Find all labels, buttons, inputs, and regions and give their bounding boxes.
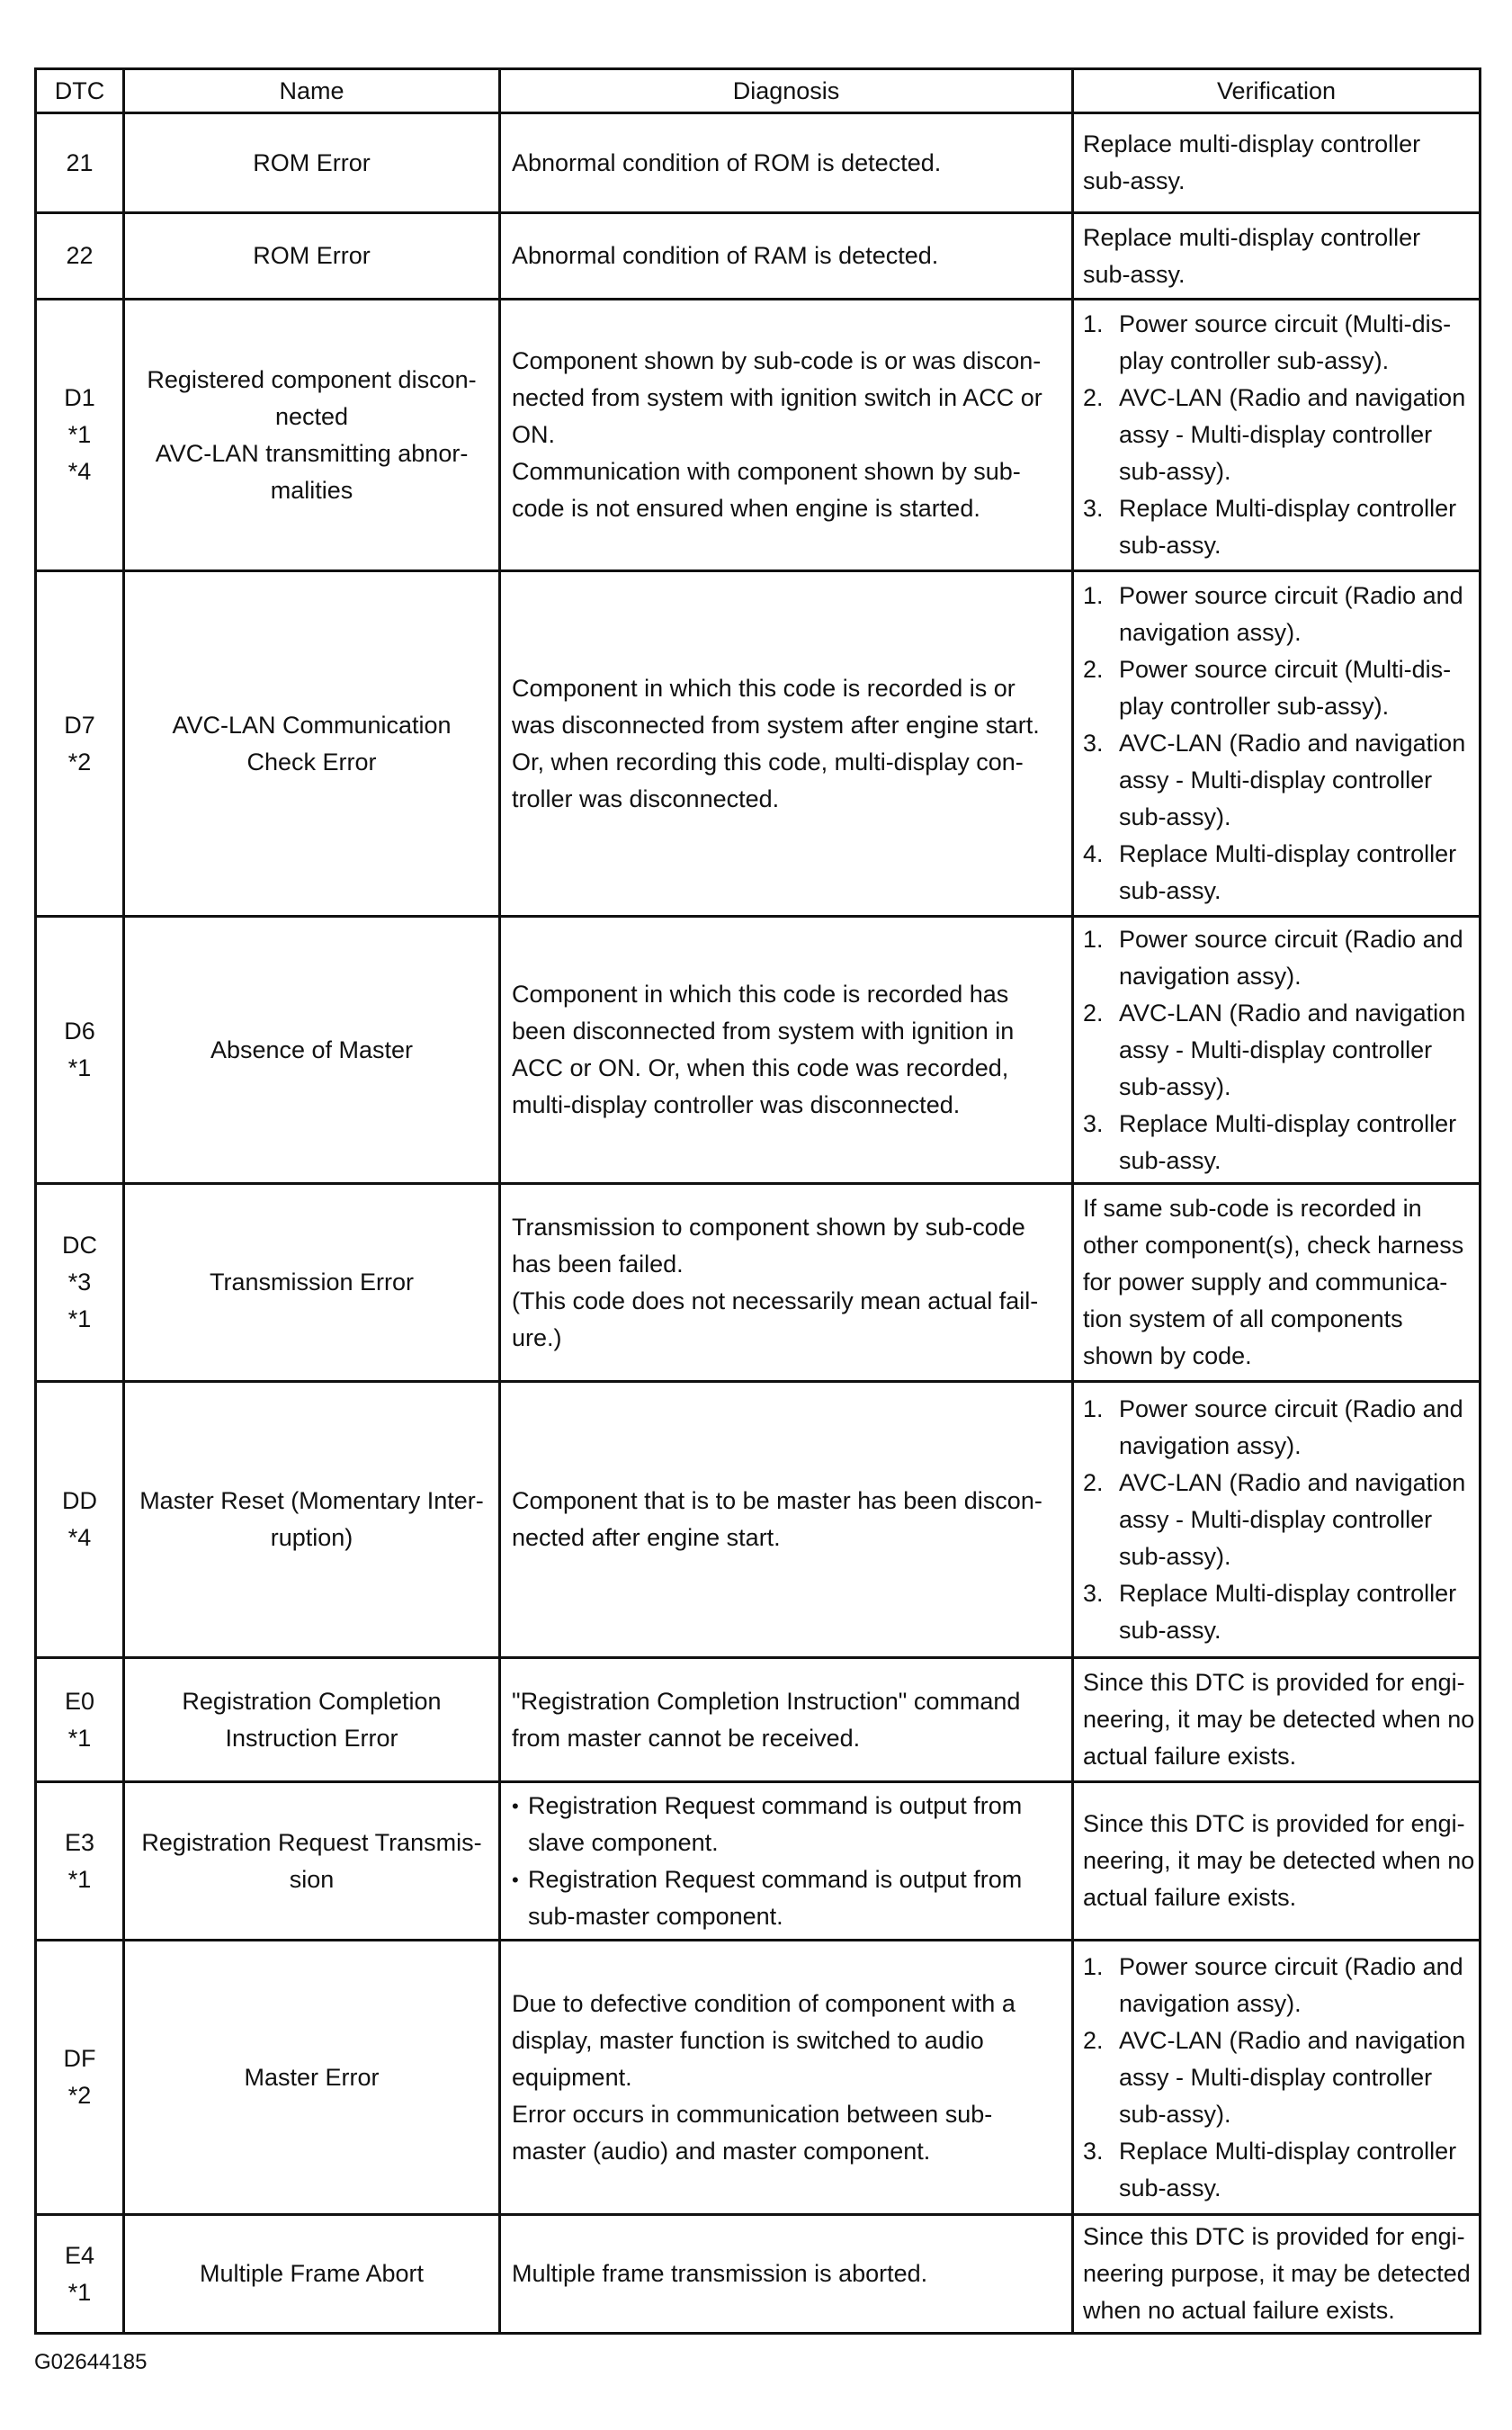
diagnosis-line: multi-display controller was disconnected. (512, 1091, 961, 1118)
name-line: Master Reset (Momentary Inter- (139, 1487, 484, 1514)
verification-item-number: 3. (1083, 2137, 1104, 2165)
verification-line: sub-assy. (1083, 260, 1185, 288)
verification-line: sub-assy. (1119, 2174, 1221, 2201)
diagnosis-line: equipment. (512, 2063, 632, 2091)
verification-line: actual failure exists. (1083, 1884, 1297, 1911)
diagnosis-line: "Registration Completion Instruction" command (512, 1687, 1021, 1715)
verification-line: sub-assy. (1083, 167, 1185, 194)
verification-line: AVC-LAN (Radio and navigation (1119, 2026, 1466, 2054)
verification-item (1083, 1465, 1475, 1575)
verification-item (1083, 1575, 1475, 1649)
diagnosis-line: Registration Request command is output from (528, 1791, 1023, 1819)
verification-line: Replace Multi-display controller (1119, 840, 1457, 867)
diagnosis-line: sub-master component. (528, 1902, 783, 1930)
dtc-code-line: *2 (67, 748, 92, 776)
verification-list (1083, 1391, 1475, 1649)
verification-item (1083, 1391, 1475, 1465)
dtc-code-line: *1 (67, 1305, 92, 1332)
dtc-cell (36, 1782, 124, 1941)
verification-item (1083, 2133, 1475, 2207)
dtc-code-line: DC (62, 1232, 97, 1259)
verification-line: Replace Multi-display controller (1119, 495, 1457, 522)
verification-line: Replace Multi-display controller (1119, 1109, 1457, 1137)
verification-line: for power supply and communica- (1083, 1269, 1448, 1296)
name-line: Registration Completion (182, 1687, 442, 1715)
verification-line: assy - Multi-display controller (1119, 421, 1433, 448)
verification-line: shown by code. (1083, 1342, 1252, 1369)
figure-code: G02644185 (34, 2350, 148, 2374)
verification-line: Power source circuit (Radio and (1119, 1394, 1463, 1422)
verification-item (1083, 306, 1475, 380)
bullet-icon: • (512, 1794, 519, 1817)
verification-item-text (1119, 578, 1475, 651)
verification-line: Since this DTC is provided for engi- (1083, 1810, 1465, 1837)
verification-item-text (1119, 995, 1475, 1106)
diagnosis-line: Component in which this code is recorded is or (512, 674, 1015, 702)
diagnosis-bullet-list (512, 1788, 1062, 1935)
diagnosis-line: Component that is to be master has been discon- (512, 1487, 1042, 1514)
verification-line: Replace Multi-display controller (1119, 1579, 1457, 1607)
name-line: Absence of Master (210, 1036, 414, 1063)
verification-item-number: 4. (1083, 840, 1104, 867)
verification-item-text (1119, 1465, 1475, 1575)
verification-list (1083, 578, 1475, 910)
verification-line: AVC-LAN (Radio and navigation (1119, 730, 1466, 757)
diagnosis-cell (500, 1658, 1073, 1782)
verification-line: AVC-LAN (Radio and navigation (1119, 999, 1466, 1027)
verification-item-text (1119, 725, 1475, 836)
verification-item-text (1119, 306, 1475, 380)
verification-item (1083, 921, 1475, 995)
verification-line: Power source circuit (Radio and (1119, 925, 1463, 953)
verification-item-text (1119, 651, 1475, 725)
verification-item-text (1119, 1949, 1475, 2022)
diagnosis-line: (This code does not necessarily mean actual fail- (512, 1287, 1039, 1314)
diagnosis-cell (500, 917, 1073, 1184)
diagnosis-line: master (audio) and master component. (512, 2137, 931, 2165)
name-cell (124, 1941, 500, 2215)
verification-line: play controller sub-assy). (1119, 693, 1390, 720)
verification-line: Power source circuit (Radio and (1119, 582, 1463, 609)
verification-line: sub-assy). (1119, 1542, 1231, 1570)
verification-cell (1073, 571, 1481, 917)
diagnosis-line: Multiple frame transmission is aborted. (512, 2260, 928, 2287)
dtc-cell (36, 917, 124, 1184)
name-line: nected (274, 402, 349, 430)
diagnosis-line: code is not ensured when engine is started. (512, 495, 980, 522)
verification-line: sub-assy). (1119, 2100, 1231, 2128)
verification-list (1083, 921, 1475, 1179)
verification-line: sub-assy). (1119, 458, 1231, 485)
verification-cell (1073, 2215, 1481, 2334)
verification-cell (1073, 1658, 1481, 1782)
verification-item (1083, 2022, 1475, 2133)
name-line: ROM Error (253, 148, 371, 176)
dtc-code-line: D1 (64, 384, 95, 411)
dtc-code-line: *4 (67, 458, 92, 485)
verification-line: navigation assy). (1119, 962, 1302, 990)
verification-cell (1073, 1382, 1481, 1658)
header-verification: Verification (1073, 69, 1481, 113)
name-cell (124, 1782, 500, 1941)
verification-item-text (1119, 1106, 1475, 1179)
name-cell (124, 300, 500, 571)
dtc-code-line: 21 (66, 148, 94, 176)
verification-line: neering, it may be detected when no (1083, 1847, 1475, 1874)
verification-line: AVC-LAN (Radio and navigation (1119, 1468, 1466, 1496)
verification-line: navigation assy). (1119, 1989, 1302, 2017)
diagnosis-cell (500, 1782, 1073, 1941)
verification-line: sub-assy. (1119, 532, 1221, 559)
verification-item-number: 1. (1083, 1952, 1104, 1980)
verification-item-number: 2. (1083, 999, 1104, 1027)
verification-item-number: 3. (1083, 1579, 1104, 1607)
table-row (36, 917, 1481, 1184)
diagnosis-cell (500, 1184, 1073, 1382)
verification-item-number: 2. (1083, 1468, 1104, 1496)
table-row (36, 1184, 1481, 1382)
header-row (36, 69, 1481, 113)
verification-line: sub-assy. (1119, 1616, 1221, 1644)
verification-item-text (1119, 380, 1475, 490)
bullet-text (528, 1861, 1022, 1935)
dtc-table-container (34, 67, 1479, 2335)
diagnosis-line: nected after engine start. (512, 1524, 781, 1551)
name-line: malities (270, 476, 353, 504)
header-dtc: DTC (36, 69, 124, 113)
name-line: Master Error (244, 2063, 380, 2091)
diagnosis-line: was disconnected from system after engine start. (512, 711, 1040, 739)
diagnosis-line: Abnormal condition of ROM is detected. (512, 148, 942, 176)
header-name: Name (124, 69, 500, 113)
verification-line: assy - Multi-display controller (1119, 767, 1433, 794)
name-cell (124, 1184, 500, 1382)
name-line: AVC-LAN Communication (172, 711, 452, 739)
name-cell (124, 1658, 500, 1782)
dtc-cell (36, 1941, 124, 2215)
header-diagnosis: Diagnosis (500, 69, 1073, 113)
diagnosis-line: Or, when recording this code, multi-display con- (512, 748, 1024, 776)
verification-line: sub-assy). (1119, 803, 1231, 830)
dtc-code-line: *3 (67, 1269, 92, 1296)
diagnosis-cell (500, 1941, 1073, 2215)
verification-cell (1073, 113, 1481, 213)
dtc-code-line: DD (62, 1487, 97, 1514)
diagnosis-line: display, master function is switched to audio (512, 2026, 984, 2054)
table-body (36, 113, 1481, 2334)
verification-cell (1073, 300, 1481, 571)
diagnosis-line: troller was disconnected. (512, 785, 780, 812)
dtc-cell (36, 2215, 124, 2334)
verification-item-number: 3. (1083, 495, 1104, 522)
verification-item (1083, 1106, 1475, 1179)
verification-item (1083, 578, 1475, 651)
name-cell (124, 917, 500, 1184)
verification-item-number: 1. (1083, 310, 1104, 337)
table-row (36, 300, 1481, 571)
table-row (36, 213, 1481, 300)
verification-line: If same sub-code is recorded in (1083, 1195, 1422, 1222)
verification-line: play controller sub-assy). (1119, 347, 1390, 374)
dtc-code-line: *2 (67, 2082, 92, 2109)
dtc-code-line: *1 (67, 1054, 92, 1081)
dtc-cell (36, 113, 124, 213)
diagnosis-line: ure.) (512, 1323, 562, 1351)
bullet-icon: • (512, 1868, 519, 1891)
verification-item-number: 3. (1083, 1109, 1104, 1137)
dtc-cell (36, 213, 124, 300)
table-row (36, 2215, 1481, 2334)
name-line: Registration Request Transmis- (141, 1828, 482, 1856)
dtc-cell (36, 1184, 124, 1382)
verification-item (1083, 995, 1475, 1106)
verification-line: tion system of all components (1083, 1305, 1403, 1332)
name-line: ruption) (270, 1524, 353, 1551)
verification-item-text (1119, 2133, 1475, 2207)
verification-item-text (1119, 921, 1475, 995)
dtc-cell (36, 571, 124, 917)
dtc-cell (36, 1382, 124, 1658)
name-cell (124, 1382, 500, 1658)
dtc-code-line: D7 (64, 711, 95, 739)
dtc-code-line: *1 (67, 1724, 92, 1752)
table-row (36, 1382, 1481, 1658)
verification-line: sub-assy). (1119, 1072, 1231, 1100)
verification-item (1083, 380, 1475, 490)
verification-item-text (1119, 1391, 1475, 1465)
verification-item-text (1119, 836, 1475, 910)
verification-item-number: 1. (1083, 925, 1104, 953)
dtc-code-line: *1 (67, 1865, 92, 1893)
verification-cell (1073, 917, 1481, 1184)
verification-item-number: 2. (1083, 656, 1104, 683)
verification-line: neering, it may be detected when no (1083, 1706, 1475, 1733)
diagnosis-line: Transmission to component shown by sub-code (512, 1213, 1025, 1241)
diagnosis-line: Error occurs in communication between sub- (512, 2100, 993, 2128)
verification-line: Since this DTC is provided for engi- (1083, 1669, 1465, 1696)
diagnosis-line: Component in which this code is recorded has (512, 981, 1009, 1008)
verification-line: Power source circuit (Multi-dis- (1119, 310, 1452, 337)
verification-cell (1073, 1782, 1481, 1941)
verification-line: assy - Multi-display controller (1119, 2063, 1433, 2091)
verification-line: Replace multi-display controller (1083, 130, 1421, 157)
verification-item (1083, 1949, 1475, 2022)
dtc-table (34, 67, 1481, 2335)
dtc-code-line: *4 (67, 1524, 92, 1551)
diagnosis-line: Abnormal condition of RAM is detected. (512, 242, 939, 269)
verification-item-text (1119, 2022, 1475, 2133)
verification-line: assy - Multi-display controller (1119, 1505, 1433, 1533)
name-line: Check Error (246, 748, 377, 776)
verification-cell (1073, 1184, 1481, 1382)
dtc-code-line: E4 (64, 2241, 95, 2269)
bullet-text (528, 1788, 1022, 1861)
dtc-code-line: *1 (67, 421, 92, 448)
dtc-code-line: E0 (64, 1687, 95, 1715)
diagnosis-line: from master cannot be received. (512, 1724, 861, 1752)
dtc-code-line: E3 (64, 1828, 95, 1856)
name-line: Instruction Error (225, 1724, 398, 1752)
name-cell (124, 571, 500, 917)
diagnosis-line: Communication with component shown by sub- (512, 458, 1021, 485)
verification-line: sub-assy. (1119, 877, 1221, 904)
verification-item-number: 1. (1083, 1394, 1104, 1422)
dtc-cell (36, 1658, 124, 1782)
diagnosis-cell (500, 2215, 1073, 2334)
diagnosis-line: Registration Request command is output from (528, 1865, 1023, 1893)
verification-item-text (1119, 490, 1475, 564)
verification-line: Replace multi-display controller (1083, 223, 1421, 251)
diagnosis-line: ON. (512, 421, 556, 448)
verification-line: Power source circuit (Multi-dis- (1119, 656, 1452, 683)
table-row (36, 113, 1481, 213)
dtc-code-line: *1 (67, 2278, 92, 2306)
diagnosis-line: slave component. (528, 1828, 719, 1856)
name-line: ROM Error (253, 242, 371, 269)
verification-line: other component(s), check harness (1083, 1232, 1464, 1259)
diagnosis-line: been disconnected from system with ignition in (512, 1018, 1015, 1045)
table-row (36, 1941, 1481, 2215)
verification-list (1083, 1949, 1475, 2207)
verification-line: navigation assy). (1119, 1431, 1302, 1459)
name-line: sion (289, 1865, 335, 1893)
verification-item-number: 2. (1083, 384, 1104, 411)
verification-item (1083, 651, 1475, 725)
diagnosis-cell (500, 213, 1073, 300)
verification-item-number: 3. (1083, 730, 1104, 757)
diagnosis-line: nected from system with ignition switch in ACC or (512, 384, 1042, 411)
dtc-cell (36, 300, 124, 571)
name-cell (124, 113, 500, 213)
diagnosis-cell (500, 113, 1073, 213)
diagnosis-line: has been failed. (512, 1250, 684, 1278)
verification-line: Since this DTC is provided for engi- (1083, 2223, 1465, 2250)
name-line: Multiple Frame Abort (199, 2260, 425, 2287)
name-line: Registered component discon- (147, 365, 477, 393)
verification-item (1083, 725, 1475, 836)
verification-list (1083, 306, 1475, 564)
verification-line: actual failure exists. (1083, 1743, 1297, 1770)
verification-line: assy - Multi-display controller (1119, 1036, 1433, 1063)
verification-cell (1073, 213, 1481, 300)
verification-item-number: 2. (1083, 2026, 1104, 2054)
verification-line: sub-assy. (1119, 1146, 1221, 1174)
verification-cell (1073, 1941, 1481, 2215)
dtc-code-line: D6 (64, 1018, 95, 1045)
name-line: AVC-LAN transmitting abnor- (155, 439, 469, 467)
name-cell (124, 2215, 500, 2334)
verification-item (1083, 490, 1475, 564)
diagnosis-bullet-item (512, 1788, 1062, 1861)
diagnosis-line: ACC or ON. Or, when this code was recorded, (512, 1054, 1009, 1081)
verification-line: navigation assy). (1119, 619, 1302, 646)
diagnosis-cell (500, 300, 1073, 571)
verification-item (1083, 836, 1475, 910)
diagnosis-cell (500, 1382, 1073, 1658)
verification-line: Power source circuit (Radio and (1119, 1952, 1463, 1980)
dtc-code-line: 22 (66, 242, 94, 269)
verification-item-number: 1. (1083, 582, 1104, 609)
diagnosis-bullet-item (512, 1861, 1062, 1935)
table-row (36, 1658, 1481, 1782)
diagnosis-cell (500, 571, 1073, 917)
table-row (36, 571, 1481, 917)
verification-item-text (1119, 1575, 1475, 1649)
verification-line: AVC-LAN (Radio and navigation (1119, 384, 1466, 411)
verification-line: neering purpose, it may be detected (1083, 2260, 1471, 2287)
verification-line: when no actual failure exists. (1083, 2297, 1395, 2324)
verification-line: Replace Multi-display controller (1119, 2137, 1457, 2165)
table-row (36, 1782, 1481, 1941)
diagnosis-line: Due to defective condition of component with a (512, 1989, 1015, 2017)
name-cell (124, 213, 500, 300)
dtc-code-line: DF (63, 2045, 96, 2072)
diagnosis-line: Component shown by sub-code is or was discon- (512, 347, 1042, 374)
name-line: Transmission Error (209, 1269, 415, 1296)
